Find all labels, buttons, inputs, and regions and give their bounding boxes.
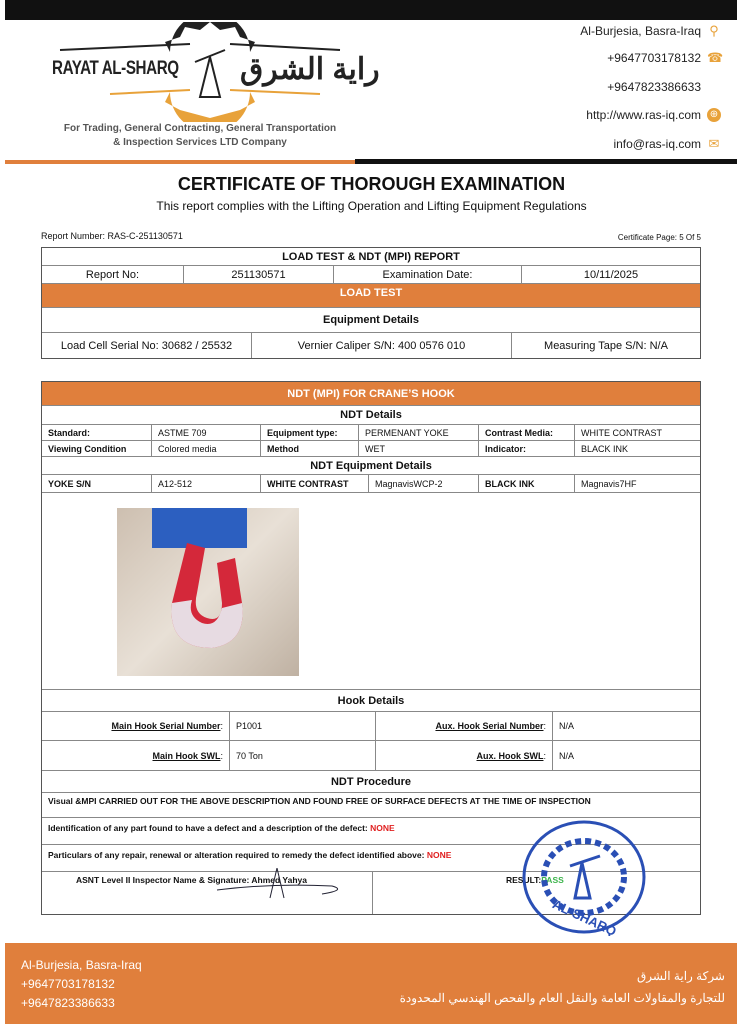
measuring-tape-serial: Measuring Tape S/N: N/A: [544, 339, 668, 352]
exam-date-value: 10/11/2025: [583, 268, 639, 281]
cell-value: Magnavis7HF: [581, 478, 637, 489]
cell-label: BLACK INK: [479, 475, 575, 492]
particulars-value: NONE: [426, 850, 452, 860]
aux-serial-label: Aux. Hook Serial Number: [435, 721, 544, 731]
cell-value: BLACK INK: [581, 443, 629, 454]
cell-label: YOKE S/N: [42, 475, 152, 492]
page-subtitle: This report complies with the Lifting Operation and Lifting Equipment Regulations: [156, 199, 587, 213]
hook-details-heading: Hook Details: [337, 694, 405, 707]
footer-company-ar: شركة راية الشرق: [636, 969, 725, 983]
load-cell-serial: Load Cell Serial No: 30682 / 25532: [42, 333, 252, 358]
ndt-section: NDT (MPI) FOR CRANE’S HOOK: [42, 382, 700, 405]
contact-phone-1: [607, 50, 724, 65]
divider-orange: [5, 160, 355, 164]
envelope-icon: ✉: [708, 136, 720, 151]
cell-label: Method: [261, 441, 359, 456]
top-bar: [5, 0, 737, 20]
ndt-details-row: [42, 441, 700, 457]
tagline: [45, 122, 355, 150]
cell-label: Standard:: [42, 425, 152, 440]
vernier-caliper-serial: Vernier Caliper S/N: 400 0576 010: [252, 333, 512, 358]
report-no-label: Report No:: [42, 266, 184, 283]
cell-label: Viewing Condition: [42, 441, 152, 456]
main-swl-label: Main Hook SWL: [152, 750, 221, 761]
identification-label: Identification of any part found to have a defect and a description of the defect:: [48, 823, 368, 833]
cell-value: A12-512: [152, 475, 261, 492]
location-pin-icon: ⚲: [709, 23, 719, 38]
address-text: Al-Burjesia, Basra-Iraq: [580, 24, 701, 38]
load-test-section: LOAD TEST: [42, 284, 700, 307]
ndt-equipment-heading: NDT Equipment Details: [310, 459, 432, 472]
aux-swl-label: Aux. Hook SWL: [476, 750, 544, 761]
colon: :: [220, 750, 223, 761]
signature-mark: [212, 868, 352, 908]
divider-black: [355, 159, 737, 164]
main-swl-value: 70 Ton: [230, 741, 376, 770]
inspector-label: ASNT Level II Inspector Name & Signature: Ahmed Yahya: [76, 875, 307, 885]
contact-email[interactable]: [613, 137, 721, 151]
contact-phone-2: [607, 80, 701, 94]
footer: [5, 943, 737, 1024]
main-serial-label: Main Hook Serial Number: [111, 721, 221, 731]
contact-website[interactable]: [586, 108, 721, 122]
footer-arabic: [400, 965, 725, 1009]
globe-icon: ⊕: [707, 108, 721, 122]
cell-value: MagnavisWCP-2: [369, 475, 479, 492]
colon: :: [543, 721, 546, 731]
ndt-equipment-row: [42, 475, 700, 493]
result-value: PASS: [541, 875, 564, 885]
report-no-value: 251130571: [184, 266, 334, 283]
report-number: Report Number: RAS-C-251130571: [41, 231, 183, 241]
exam-date-label: Examination Date:: [334, 266, 522, 283]
tagline-line-2: & Inspection Services LTD Company: [113, 137, 287, 148]
brand-name-en: RAYAT AL-SHARQ: [52, 58, 179, 79]
footer-phone-2: +9647823386633: [21, 996, 115, 1010]
footer-desc-ar: للتجارة والمقاولات العامة والنقل العام والفحص الهندسي المحدودة: [399, 991, 725, 1005]
tagline-line-1: For Trading, General Contracting, General Transportation: [63, 123, 337, 134]
ndt-procedure-heading: NDT Procedure: [330, 775, 412, 788]
cell-label: WHITE CONTRAST: [261, 475, 369, 492]
aux-swl-value: N/A: [559, 750, 575, 761]
equipment-details-heading: Equipment Details: [323, 314, 419, 326]
telephone-icon: ☎: [707, 50, 724, 65]
email-link[interactable]: info@ras-iq.com: [613, 137, 701, 151]
ndt-details-row: [42, 425, 700, 441]
procedure-text: Visual &MPI CARRIED OUT FOR THE ABOVE DESCRIPTION AND FOUND FREE OF SURFACE DEFECTS AT THE TIME OF INSPECTION: [48, 796, 591, 806]
inspector-signature: [42, 872, 373, 914]
cell-value: WHITE CONTRAST: [581, 427, 662, 438]
cell-value: WET: [359, 441, 479, 456]
cell-value: PERMENANT YOKE: [359, 425, 479, 440]
phone-text: +9647703178132: [607, 51, 701, 65]
colon: :: [543, 750, 546, 761]
footer-address: Al-Burjesia, Basra-Iraq: [21, 958, 142, 972]
cell-label: Equipment type:: [261, 425, 359, 440]
company-stamp: [520, 818, 648, 936]
svg-text:AL-SHARQ: AL-SHARQ: [550, 896, 619, 936]
phone-text: +9647823386633: [607, 80, 701, 94]
photo-row: [42, 493, 700, 690]
identification-value: NONE: [370, 823, 395, 833]
ndt-details-heading: NDT Details: [340, 409, 402, 421]
footer-phone-1: +9647703178132: [21, 977, 115, 991]
aux-serial-value: N/A: [559, 721, 575, 731]
hook-photo: [117, 508, 299, 676]
cell-label: Contrast Media:: [479, 425, 575, 440]
main-serial-value: P1001: [230, 712, 376, 740]
page-title: CERTIFICATE OF THOROUGH EXAMINATION: [177, 174, 566, 194]
brand-name-ar: راية الشرق: [240, 53, 380, 86]
cell-value: Colored media: [152, 441, 261, 456]
certificate-page: Certificate Page: 5 Of 5: [617, 233, 701, 242]
result-label: RESULT:: [506, 875, 542, 885]
colon: :: [220, 721, 223, 731]
cell-value: ASTME 709: [152, 425, 261, 440]
contact-address: [580, 24, 721, 38]
particulars-label: Particulars of any repair, renewal or alteration required to remedy the defect identified above:: [48, 850, 425, 860]
cell-label: Indicator:: [479, 441, 575, 456]
load-test-table: [41, 247, 701, 359]
footer-contact: [21, 956, 142, 1013]
website-link[interactable]: http://www.ras-iq.com: [586, 108, 701, 122]
report-heading: LOAD TEST & NDT (MPI) REPORT: [282, 250, 460, 263]
